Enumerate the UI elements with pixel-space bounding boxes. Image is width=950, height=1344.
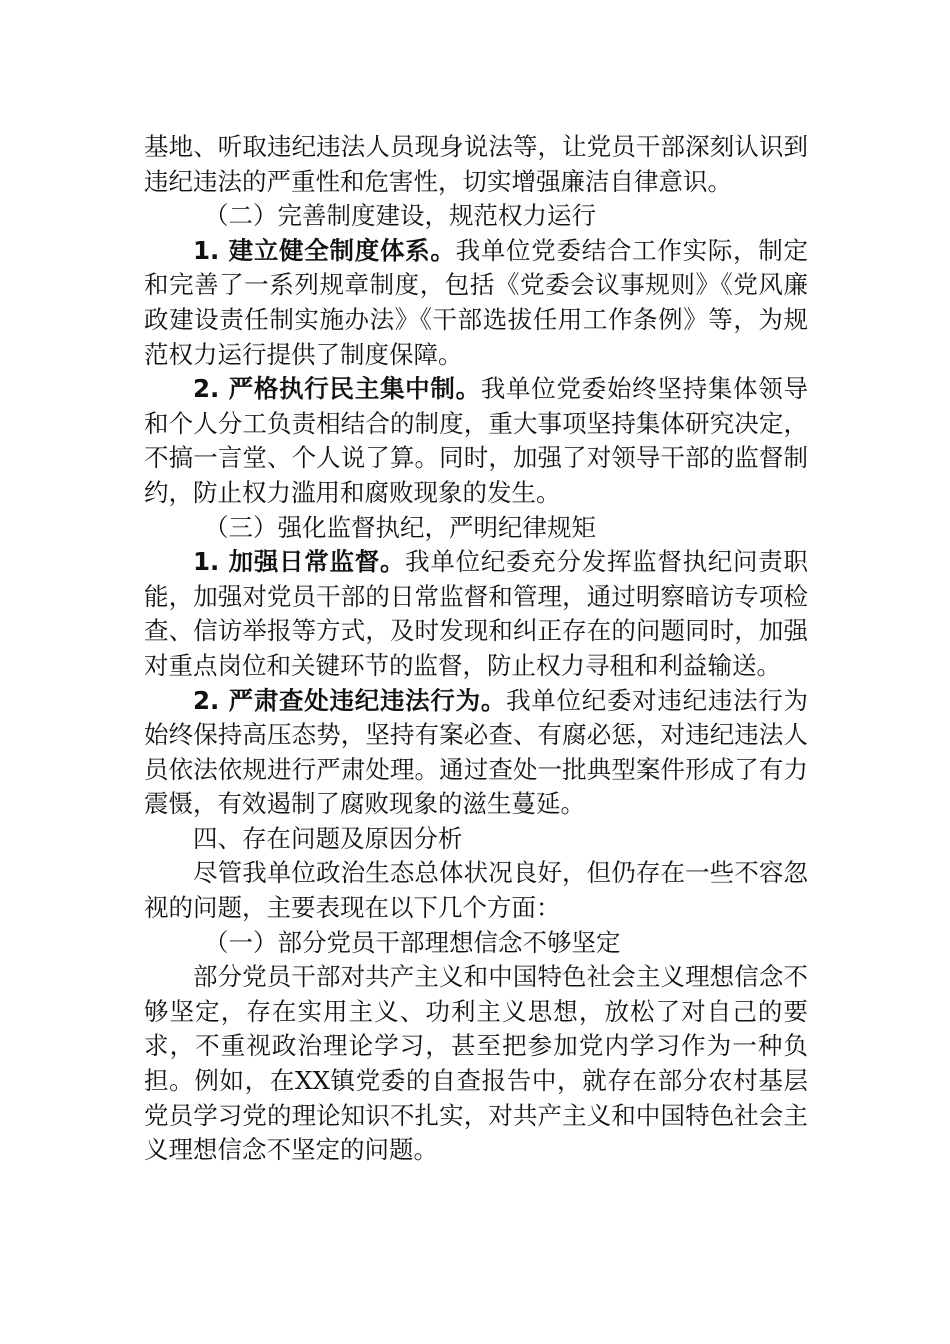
body-daily-supervision: 我单位纪委充分发挥监督执纪问责职能，加强对党员干部的日常监督和管理，通过明察暗访专项检查、信访举报等方式，及时发现和纠正存在的问题同时，加强对重点岗位和关键环节的监督，防止权力寻租和利益输送。 [144,547,809,680]
lead-punish-violations: 2. 严肃查处违纪违法行为。 [193,685,507,715]
lead-daily-supervision: 1. 加强日常监督。 [193,547,406,577]
paragraph-education: 基地、听取违纪违法人员现身说法等，让党员干部深刻认识到违纪违法的严重性和危害性，切实增强廉洁自律意识。 [144,132,808,196]
paragraph-punish-violations [144,684,808,822]
section-heading-ideals: （一）部分党员干部理想信念不够坚定 [204,927,621,957]
paragraph-problems-intro: 尽管我单位政治生态总体状况良好，但仍存在一些不容忽视的问题，主要表现在以下几个方面： [144,858,808,923]
body-rules-system: 我单位党委结合工作实际，制定和完善了一系列规章制度，包括《党委会议事规则》《党风廉政建设责任制实施办法》《干部选拔任用工作条例》等，为规范权力运行提供了制度保障。 [144,235,808,369]
section-heading-problems: 四、存在问题及原因分析 [193,823,463,853]
body-democratic-centralism: 我单位党委始终坚持集体领导和个人分工负责相结合的制度，重大事项坚持集体研究决定，不搞一言堂、个人说了算。同时，加强了对领导干部的监督制约，防止权力滥用和腐败现象的发生。 [144,374,808,507]
body-punish-violations: 我单位纪委对违纪违法行为始终保持高压态势，坚持有案必查、有腐必惩，对违纪违法人员依法依规进行严肃处理。通过查处一批典型案件形成了有力震慑，有效遏制了腐败现象的滋生蔓延。 [144,685,809,819]
lead-democratic-centralism: 2. 严格执行民主集中制。 [193,374,481,404]
paragraph-rules-system [144,234,808,372]
section-heading-supervision: （三）强化监督执纪，严明纪律规矩 [204,512,596,542]
document-body [144,130,808,1168]
body-ideals-part2: 镇党委的自查报告中，就存在部分农村基层党员学习党的理论知识不扎实，对共产主义和中国特色社会主义理想信念不坚定的问题。 [144,1066,809,1165]
section-heading-system-building: （二）完善制度建设，规范权力运行 [204,201,596,231]
lead-rules-system: 1. 建立健全制度体系。 [193,235,456,265]
body-ideals-part1: 部分党员干部对共产主义和中国特色社会主义理想信念不够坚定，存在实用主义、功利主义思想，放松了对自己的要求，不重视政治理论学习，甚至把参加党内学习作为一种负担。例如，在 [144,962,808,1096]
paragraph-democratic-centralism [144,372,808,510]
placeholder-xx: XX [295,1066,330,1096]
paragraph-daily-supervision [144,545,808,683]
paragraph-ideals [144,960,808,1168]
